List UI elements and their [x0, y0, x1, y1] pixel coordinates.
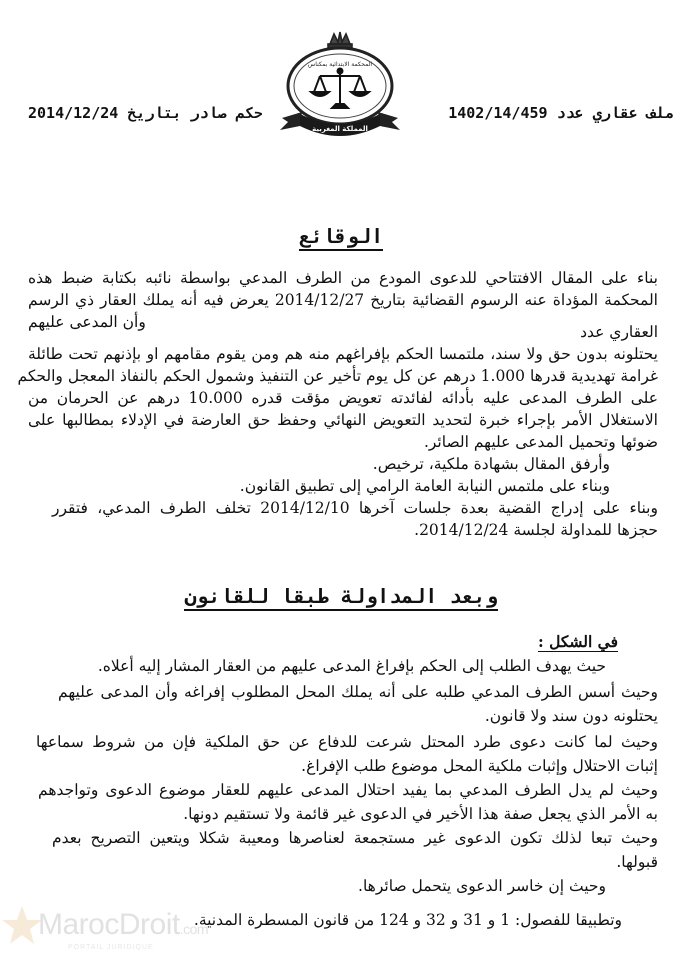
- facts-line-7: على الطرف المدعى عليه بأدائه لفائدته تعويض مؤقت قدره 10.000 درهم عن الحرمان من: [28, 389, 658, 407]
- deliberation-heading: وبعد المداولة طبقا للقانون: [0, 584, 682, 608]
- law-line-11: وتطبيقا للفصول: 1 و 31 و 32 و 124 من قانون المسطرة المدنية.: [193, 911, 622, 929]
- case-number-header: ملف عقاري عدد 1402/14/459: [448, 104, 674, 122]
- watermark-tagline: PORTAIL JURIDIQUE: [68, 944, 154, 951]
- marocdroit-watermark: [0, 898, 240, 956]
- law-line-6: وحيث لم يدل الطرف المدعي بما يفيد احتلال المدعى عليهم للعقار موضوع الدعوى وتواجدهم: [38, 781, 658, 799]
- facts-line-12: وبناء على إدراج القضية بعدة جلسات آخرها 2014/12/10 تخلف الطرف المدعي، فتقرر: [52, 499, 658, 517]
- facts-line-1: بناء على المقال الافتتاحي للدعوى المودع من الطرف المدعي بواسطة نائبه بكتابة ضبط هذه: [28, 269, 658, 287]
- emblem-ribbon-text: المملكة المغربية: [312, 125, 368, 133]
- court-emblem-logo: [278, 30, 402, 138]
- watermark-brand: MarocDroit.com: [38, 908, 209, 941]
- law-line-5: إثبات الاحتلال وإثبات ملكية المحل موضوع طلب الإفراغ.: [301, 757, 658, 775]
- law-line-2: وحيث أسس الطرف المدعي طلبه على أنه يملك المحل المطلوب إفراغه وأن المدعى عليهم: [58, 683, 658, 701]
- facts-line-6: غرامة تهديدية قدرها 1.000 درهم عن كل يوم تأخير عن التنفيذ وشمول الحكم بالنفاذ المعجل والحكم: [17, 367, 658, 385]
- law-line-10: وحيث إن خاسر الدعوى يتحمل صائرها.: [358, 877, 606, 895]
- law-line-4: وحيث لما كانت دعوى طرد المحتل شرعت للدفاع عن حق الملكية فإن من شروط سماعها: [36, 733, 658, 751]
- emblem-top-text: المحكمة الابتدائية بمكناس: [307, 61, 373, 68]
- facts-line-3: وأن المدعى عليهم: [28, 313, 146, 331]
- facts-line-8: الاستغلال الأمر بإجراء خبرة لتحديد التعويض النهائي وحفظ حق العارضة في الإدلاء بمطالبها على: [28, 411, 658, 429]
- form-subheading: في الشكل :: [538, 632, 618, 651]
- facts-line-4: العقاري عدد: [580, 323, 658, 341]
- facts-line-2: المحكمة المؤداة عنه الرسوم القضائية بتاريخ 2014/12/27 يعرض فيه أنه يملك العقار ذي الرسم: [28, 291, 658, 309]
- law-line-1: حيث يهدف الطلب إلى الحكم بإفراغ المدعى عليهم من العقار المشار إليه أعلاه.: [97, 657, 606, 675]
- facts-line-11: وبناء على ملتمس النيابة العامة الرامي إلى تطبيق القانون.: [239, 477, 610, 495]
- facts-line-10: وأرفق المقال بشهادة ملكية، ترخيص.: [372, 455, 610, 473]
- facts-line-5: يحتلونه بدون حق ولا سند، ملتمسا الحكم بإفراغهم منه هم ومن يقوم مقامهم او بإذنهم تحت طائلة: [28, 345, 658, 363]
- crown-icon: [328, 32, 352, 48]
- judgment-date-header: حكم صادر بتاريخ 2014/12/24: [28, 104, 263, 122]
- law-line-9: قبولها.: [616, 853, 658, 871]
- facts-line-13: حجزها للمداولة لجلسة 2014/12/24.: [414, 521, 658, 539]
- law-line-8: وحيث تبعا لذلك تكون الدعوى غير مستجمعة لعناصرها ومعيبة شكلا ويتعين التصريح بعدم: [52, 829, 658, 847]
- law-line-7: به الأمر الذي يجعل صفة هذا الأخير في الدعوى غير قائمة ولا تستقيم دونها.: [183, 805, 658, 823]
- law-line-3: يحتلونه دون سند ولا قانون.: [484, 707, 658, 725]
- facts-line-9: ضوئها وتحميل المدعى عليهم الصائر.: [423, 433, 658, 451]
- facts-heading: الوقائع: [0, 224, 682, 248]
